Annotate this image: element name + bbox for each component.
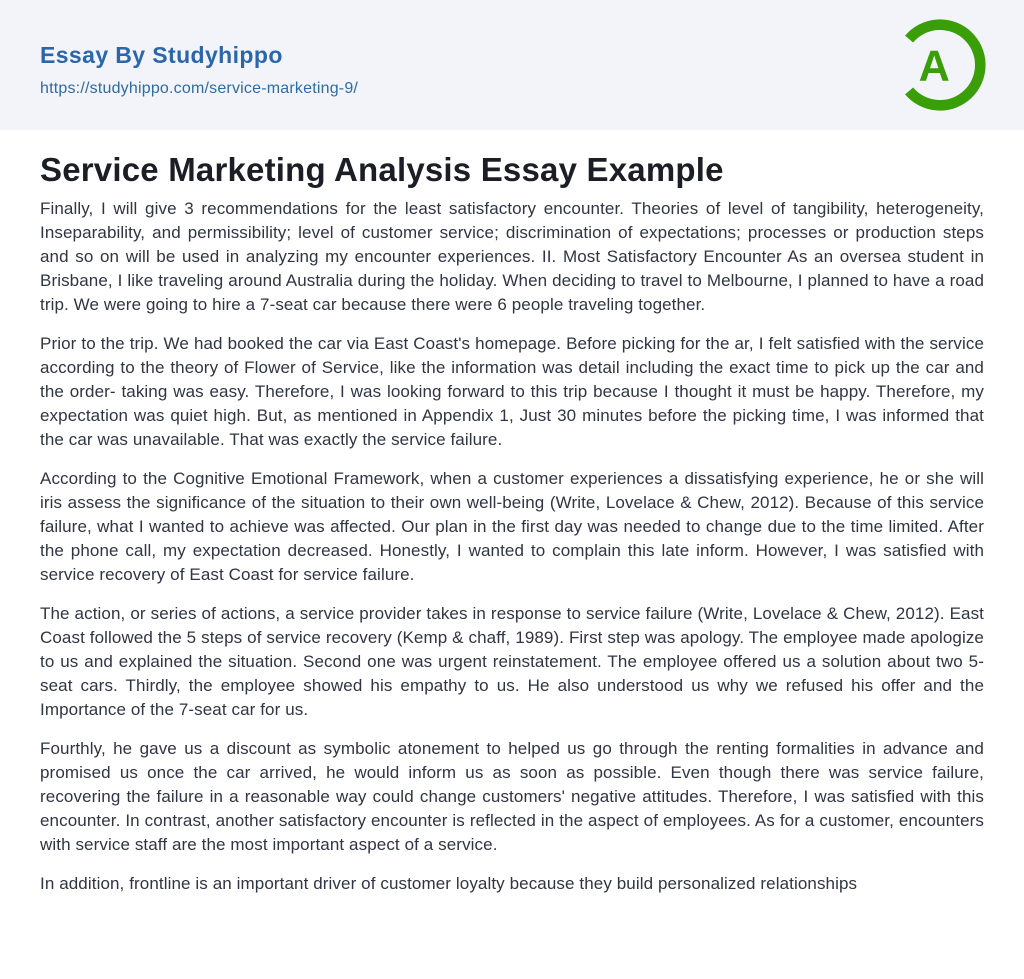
essay-paragraph: According to the Cognitive Emotional Framework, when a customer experiences a dissatisfying experience, he or she will iris assess the significance of the situation to their own well-being (Write, Lovelace & Chew, 2012). Because of this service failure, what I wanted to achieve was affected. Our plan in the first day was needed to change due to the time limited. After the phone call, my expectation decreased. Honestly, I wanted to complain this late inform. However, I was satisfied with service recovery of East Coast for service failure. (40, 469, 984, 584)
site-title: Essay By Studyhippo (40, 42, 283, 68)
logo-letter: A (918, 42, 950, 91)
essay-title: Service Marketing Analysis Essay Example (40, 151, 724, 188)
essay-paragraph: Prior to the trip. We had booked the car via East Coast's homepage. Before picking for the ar, I felt satisfied with the service according to the theory of Flower of Service, like the information was detail including the exact time to pick up the car and the order- taking was easy. Therefore, I was looking forward to this trip because I thought it must be happy. Therefore, my expectation was quiet high. But, as mentioned in Appendix 1, Just 30 minutes before the picking time, I was informed that the car was unavailable. That was exactly the service failure. (40, 334, 984, 449)
essay-content (0, 130, 1024, 896)
studyhippo-logo (892, 17, 988, 113)
essay-paragraph: The action, or series of actions, a service provider takes in response to service failure (Write, Lovelace & Chew, 2012). East Coast followed the 5 steps of service recovery (Kemp & chaff, 1989). First step was apology. The employee made apologize to us and explained the situation. Second one was urgent reinstatement. The employee offered us a solution about two 5-seat cars. Thirdly, the employee showed his empathy to us. He also understood us why we refused his offer and the Importance of the 7-seat car for us. (40, 604, 984, 719)
essay-paragraph: Finally, I will give 3 recommendations for the least satisfactory encounter. Theories of level of tangibility, heterogeneity, Inseparability, and permissibility; level of customer service; discrimination of expectations; processes or production steps and so on will be used in analyzing my encounter experiences. II. Most Satisfactory Encounter As an oversea student in Brisbane, I like traveling around Australia during the holiday. When deciding to travel to Melbourne, I planned to have a road trip. We were going to hire a 7-seat car because there were 6 people traveling together. (40, 199, 984, 314)
page-url-link[interactable]: https://studyhippo.com/service-marketing-9/ (40, 80, 359, 97)
essay-paragraph: In addition, frontline is an important driver of customer loyalty because they build personalized relationships (40, 874, 858, 893)
essay-paragraph: Fourthly, he gave us a discount as symbolic atonement to helped us go through the renting formalities in advance and promised us once the car arrived, he would inform us as soon as possible. Even though there was service failure, recovering the failure in a reasonable way could change customers' negative attitudes. Therefore, I was satisfied with this encounter. In contrast, another satisfactory encounter is reflected in the aspect of employees. As for a customer, encounters with service staff are the most important aspect of a service. (40, 739, 984, 854)
page-header (0, 0, 1024, 130)
